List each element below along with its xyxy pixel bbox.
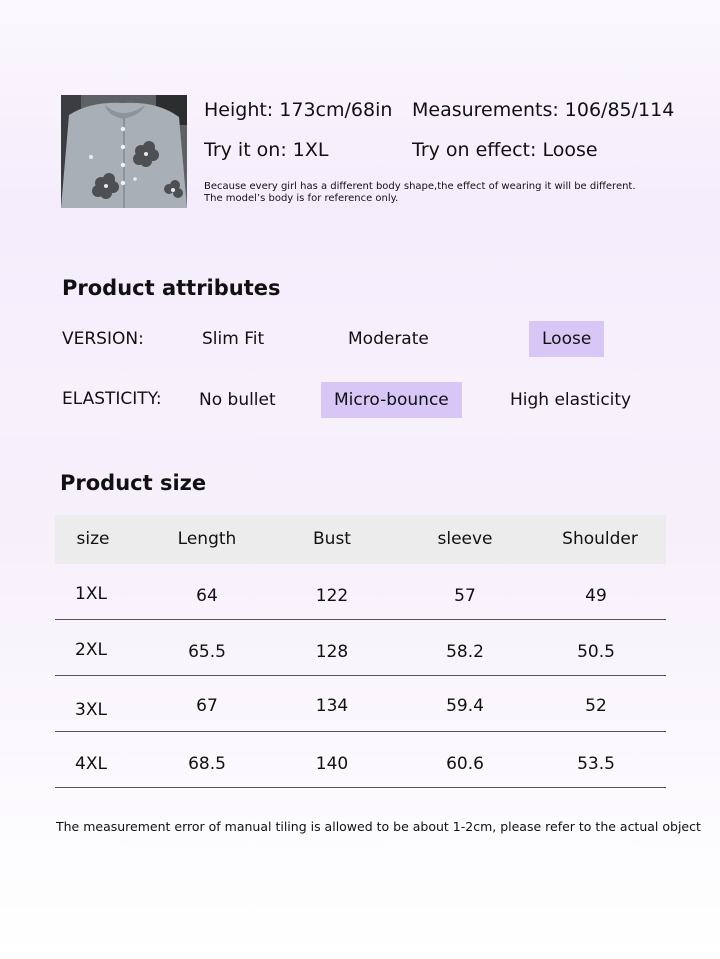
elasticity-option-no-bullet: No bullet (199, 390, 276, 410)
cell-bust: 128 (315, 642, 349, 662)
version-option-moderate: Moderate (348, 329, 429, 349)
cell-bust: 122 (315, 586, 349, 606)
cell-length: 67 (196, 696, 218, 716)
attributes-title: Product attributes (62, 276, 281, 300)
cell-length: 68.5 (188, 754, 226, 774)
product-photo (61, 95, 187, 208)
size-table (55, 515, 666, 788)
elasticity-option-micro-bounce-selected: Micro-bounce (321, 382, 462, 418)
height-label: Height: (204, 99, 274, 121)
cell-size: 1XL (75, 584, 107, 604)
cell-length: 65.5 (188, 642, 226, 662)
model-tryon-effect (412, 139, 598, 161)
table-row (55, 564, 666, 620)
cell-sleeve: 57 (454, 586, 476, 606)
model-note-line-1: Because every girl has a different body shape,the effect of wearing it will be different. (204, 181, 636, 192)
effect-value: Loose (542, 139, 598, 161)
table-row (55, 620, 666, 676)
elasticity-option-high-elasticity: High elasticity (510, 390, 632, 410)
cell-length: 64 (196, 586, 218, 606)
cell-bust: 134 (315, 696, 349, 716)
table-row (55, 732, 666, 788)
cell-shoulder: 49 (585, 586, 607, 606)
version-option-slim-fit: Slim Fit (202, 329, 265, 349)
version-label: VERSION: (62, 329, 144, 349)
height-value: 173cm/68in (279, 99, 393, 121)
header-size: size (76, 529, 110, 549)
tryon-value: 1XL (292, 139, 329, 161)
cell-shoulder: 52 (585, 696, 607, 716)
model-tryon-size (204, 139, 329, 161)
cardigan-image (61, 95, 187, 208)
cell-size: 4XL (75, 754, 107, 774)
model-note (204, 181, 636, 205)
cell-size: 2XL (75, 640, 107, 660)
model-height (204, 99, 392, 121)
header-bust: Bust (313, 529, 351, 549)
measurements-value: 106/85/114 (564, 99, 675, 121)
tryon-label: Try it on: (204, 139, 287, 161)
measurement-disclaimer: The measurement error of manual tiling is allowed to be about 1-2cm, please refer to the actual object (56, 819, 701, 834)
cell-sleeve: 58.2 (446, 642, 484, 662)
version-option-loose-selected: Loose (529, 321, 604, 357)
measurements-label: Measurements: (412, 99, 559, 121)
cell-size: 3XL (75, 700, 107, 720)
header-length: Length (177, 529, 237, 549)
size-title: Product size (60, 471, 207, 495)
header-shoulder: Shoulder (562, 529, 638, 549)
cell-shoulder: 50.5 (577, 642, 615, 662)
table-row (55, 676, 666, 732)
cell-bust: 140 (315, 754, 349, 774)
header-sleeve: sleeve (437, 529, 493, 549)
cell-shoulder: 53.5 (577, 754, 615, 774)
cell-sleeve: 59.4 (446, 696, 484, 716)
elasticity-label: ELASTICITY: (62, 389, 162, 409)
model-measurements (412, 99, 674, 121)
model-note-line-2: The model’s body is for reference only. (204, 193, 399, 204)
size-table-header (55, 515, 666, 564)
cell-sleeve: 60.6 (446, 754, 484, 774)
effect-label: Try on effect: (412, 139, 537, 161)
